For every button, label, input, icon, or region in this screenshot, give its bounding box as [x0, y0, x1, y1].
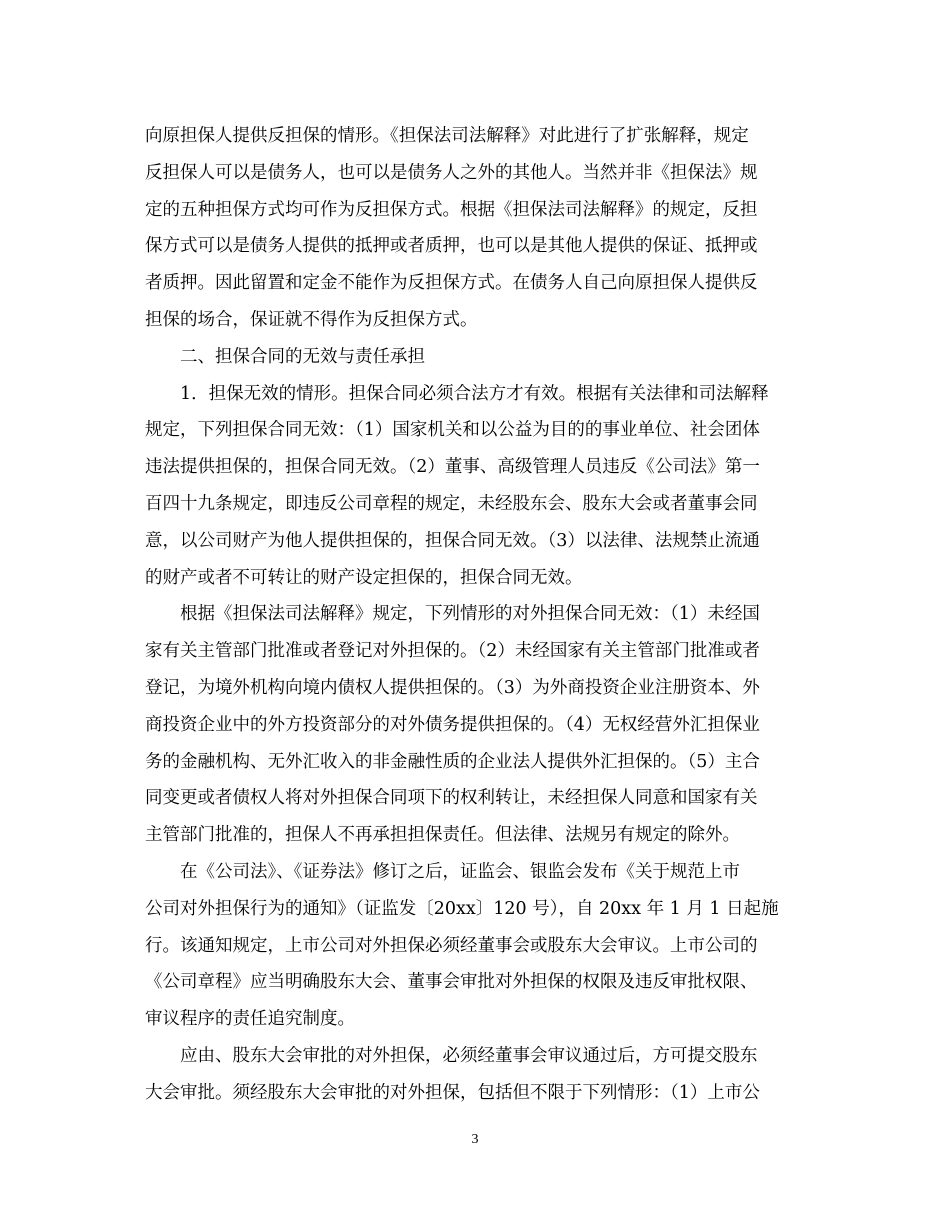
text-line: 务的金融机构、无外汇收入的非金融性质的企业法人提供外汇担保的。（5）主合: [145, 751, 760, 772]
text-line: 者质押。因此留置和定金不能作为反担保方式。在债务人自己向原担保人提供反: [145, 273, 758, 294]
text-line: 登记，为境外机构向境内债权人提供担保的。（3）为外商投资企业注册资本、外: [145, 677, 760, 698]
text-line: 百四十九条规定，即违反公司章程的规定，未经股东会、股东大会或者董事会同: [145, 493, 758, 514]
text-line: 违法提供担保的，担保合同无效。（2）董事、高级管理人员违反《公司法》第一: [145, 457, 760, 478]
text-line: 审议程序的责任追究制度。: [145, 1009, 355, 1030]
text-line: 定的五种担保方式均可作为反担保方式。根据《担保法司法解释》的规定，反担: [145, 199, 758, 220]
page-number: 3: [471, 1132, 479, 1147]
text-line: 向原担保人提供反担保的情形。《担保法司法解释》对此进行了扩张解释，规定: [145, 126, 749, 146]
text-line: 大会审批。须经股东大会审批的对外担保，包括但不限于下列情形：（1）上市公: [145, 1082, 760, 1103]
text-line: 在《公司法》、《证券法》修订之后，证监会、银监会发布《关于规范上市: [145, 861, 740, 882]
body-text: [145, 118, 805, 1112]
text-line: 商投资企业中的外方投资部分的对外债务提供担保的。（4）无权经营外汇担保业: [145, 714, 760, 735]
text-line: 保方式可以是债务人提供的抵押或者质押，也可以是其他人提供的保证、抵押或: [145, 236, 758, 257]
text-line: 1．担保无效的情形。担保合同必须合法方才有效。根据有关法律和司法解释: [145, 383, 769, 404]
text-line: 行。该通知规定，上市公司对外担保必须经董事会或股东大会审议。上市公司的: [145, 935, 758, 956]
text-line: 应由、股东大会审批的对外担保，必须经董事会审议通过后，方可提交股东: [145, 1045, 758, 1066]
text-line: 担保的场合，保证就不得作为反担保方式。: [145, 309, 478, 330]
text-line: 规定，下列担保合同无效：（1）国家机关和以公益为目的的事业单位、社会团体: [145, 420, 760, 441]
text-line: 的财产或者不可转让的财产设定担保的，担保合同无效。: [145, 567, 583, 588]
text-line: 公司对外担保行为的通知》（证监发〔20xx〕120 号），自 20xx 年 1 月 1 日起施: [145, 898, 779, 919]
text-line: 同变更或者债权人将对外担保合同项下的权利转让，未经担保人同意和国家有关: [145, 788, 758, 809]
section-heading: 二、担保合同的无效与责任承担: [145, 346, 425, 367]
text-line: 意，以公司财产为他人提供担保的，担保合同无效。（3）以法律、法规禁止流通: [145, 530, 760, 551]
text-line: 主管部门批准的，担保人不再承担担保责任。但法律、法规另有规定的除外。: [145, 825, 740, 846]
text-line: 反担保人可以是债务人，也可以是债务人之外的其他人。当然并非《担保法》规: [145, 162, 758, 183]
text-line: 家有关主管部门批准或者登记对外担保的。（2）未经国家有关主管部门批准或者: [145, 641, 760, 662]
text-line: 根据《担保法司法解释》规定，下列情形的对外担保合同无效：（1）未经国: [145, 604, 760, 625]
text-line: 《公司章程》应当明确股东大会、董事会审批对外担保的权限及违反审批权限、: [145, 972, 758, 993]
